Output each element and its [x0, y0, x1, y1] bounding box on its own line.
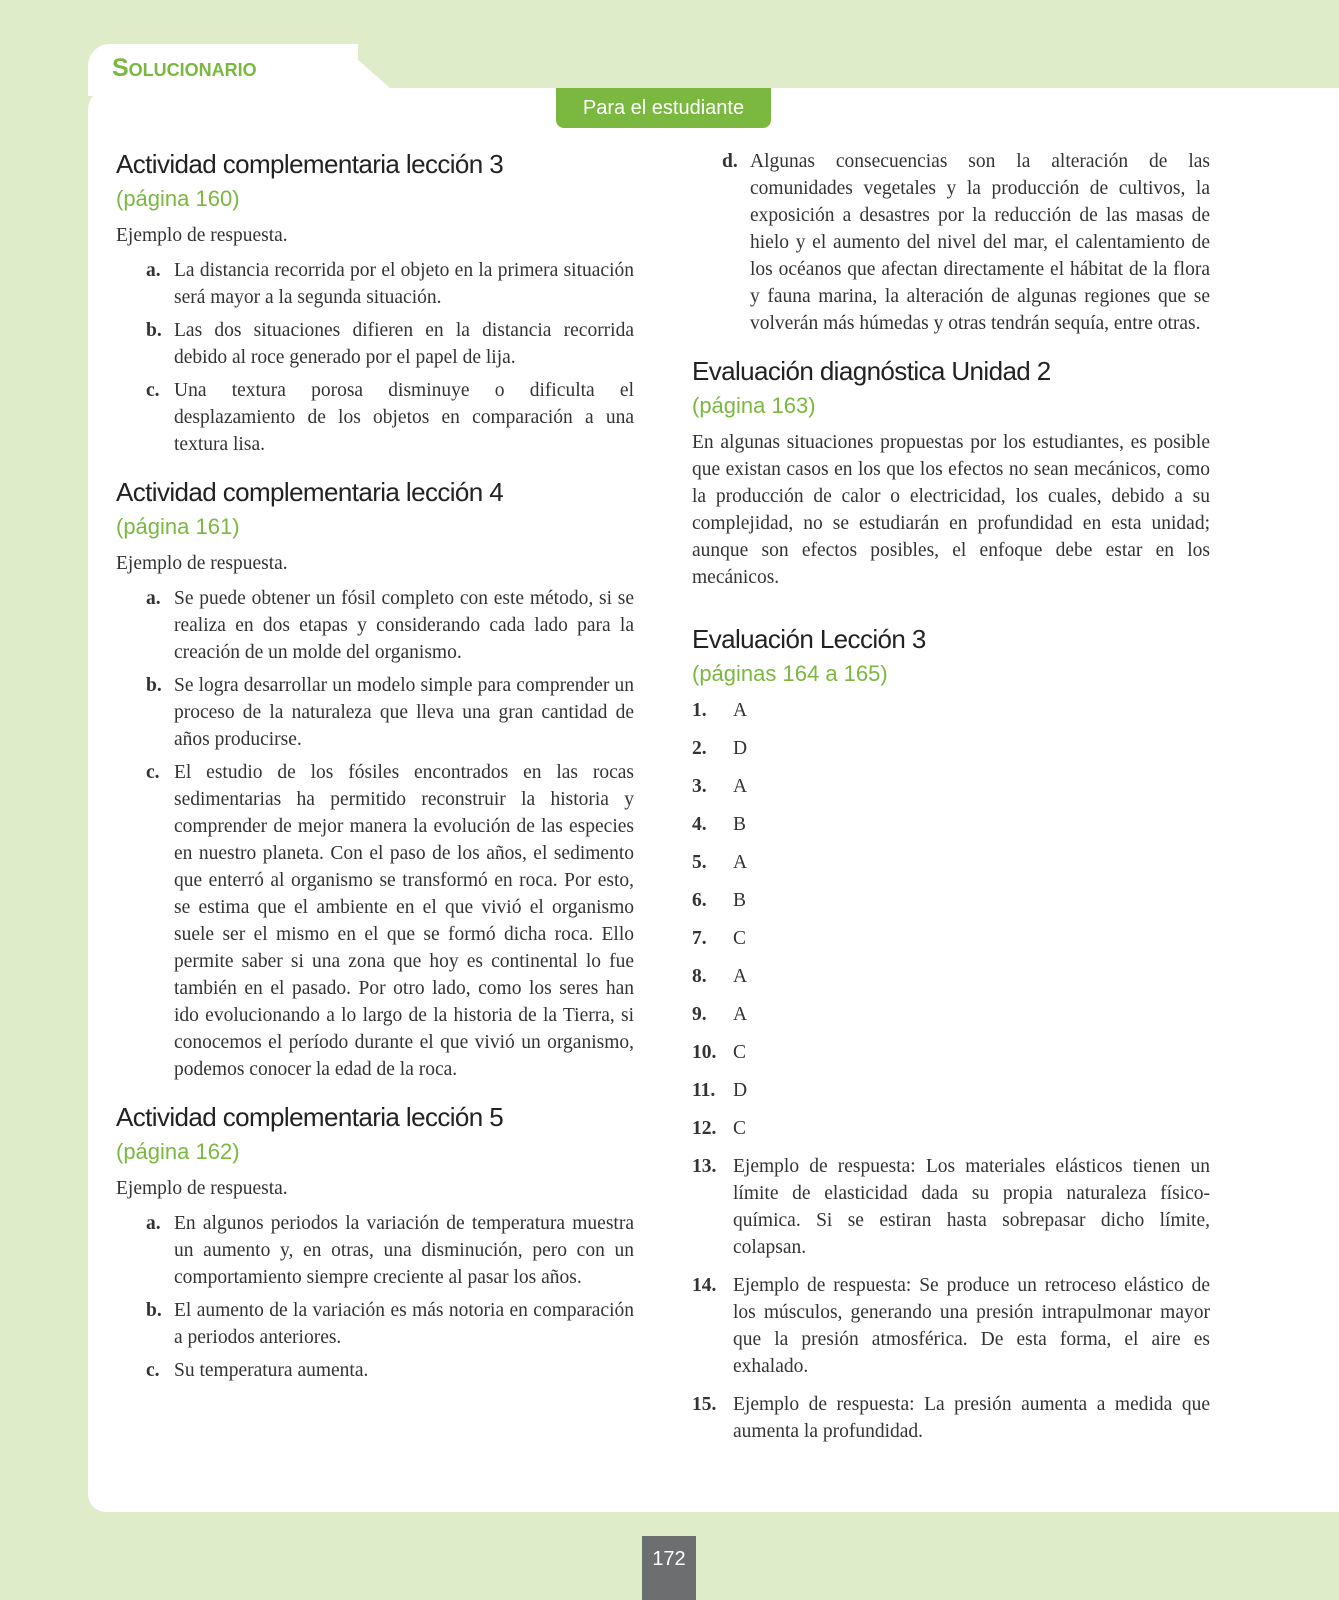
list-item: [146, 377, 634, 458]
answer-number: 5.: [692, 852, 707, 873]
list-item: [692, 697, 1210, 724]
answer-text: A: [733, 966, 748, 987]
item-label: b.: [146, 1300, 162, 1321]
answer-text: C: [733, 1118, 747, 1139]
answer-text: A: [733, 852, 748, 873]
answer-number: 15.: [692, 1394, 717, 1415]
item-label: c.: [146, 762, 160, 783]
section-page-ref: (página 161): [116, 514, 240, 539]
item-label: a.: [146, 588, 161, 609]
list-item: [692, 925, 1210, 952]
list-item: [692, 1115, 1210, 1142]
list-item: [146, 1210, 634, 1291]
item-label: c.: [146, 380, 160, 401]
section-title: Evaluación diagnóstica Unidad 2: [692, 356, 1051, 386]
answer-number: 12.: [692, 1118, 717, 1139]
section-body: En algunas situaciones propuestas por los estudiantes, es posible que existan casos en los que los efectos no sean mecánicos, como la producción de calor o electricidad, los cuales, debido a su complejidad, no se estudiarán en profundidad en esta unidad; aunque son efectos posibles, el enfoque debe estar en los mecánicos.: [692, 432, 1210, 588]
list-item: [146, 317, 634, 371]
section-leccion-3: [116, 148, 634, 458]
section-page-ref: (página 160): [116, 186, 240, 211]
item-label: b.: [146, 320, 162, 341]
answer-text: Ejemplo de respuesta: La presión aumenta a medida que aumenta la profundidad.: [733, 1394, 1210, 1442]
item-label: d.: [722, 151, 738, 172]
list-item: [692, 735, 1210, 762]
answer-number: 6.: [692, 890, 707, 911]
solucionario-title: Solucionario: [112, 54, 257, 82]
answer-number: 11.: [692, 1080, 716, 1101]
answer-number: 4.: [692, 814, 707, 835]
section-title: Actividad complementaria lección 5: [116, 1102, 504, 1132]
answer-text: Ejemplo de respuesta: Se produce un retroceso elástico de los músculos, generando una presión intrapulmonar mayor que la presión atmosférica. De esta forma, el aire es exhalado.: [733, 1275, 1210, 1377]
item-text: En algunos periodos la variación de temperatura muestra un aumento y, en otras, una disminución, pero con un comportamiento siempre creciente al pasar los años.: [174, 1213, 634, 1288]
list-item: [722, 148, 1210, 337]
item-text: Se puede obtener un fósil completo con este método, si se realiza en dos etapas y considerando cada lado para la creación de un molde del organismo.: [174, 588, 634, 663]
section-leccion-5: [116, 1101, 634, 1384]
section-intro: Ejemplo de respuesta.: [116, 553, 288, 574]
page-number: 172: [642, 1536, 696, 1600]
list-item: [692, 887, 1210, 914]
section-title: Evaluación Lección 3: [692, 624, 926, 654]
section-title: Actividad complementaria lección 4: [116, 477, 504, 507]
list-item: [692, 1272, 1210, 1380]
section-page-ref: (página 163): [692, 393, 816, 418]
answer-text: D: [733, 738, 748, 759]
answer-text: D: [733, 1080, 748, 1101]
section-page-ref: (páginas 164 a 165): [692, 661, 888, 686]
answer-number: 3.: [692, 776, 707, 797]
answer-number: 7.: [692, 928, 707, 949]
answer-text: Ejemplo de respuesta: Los materiales elásticos tienen un límite de elasticidad dada su propia naturaleza físico-química. Si se estiran hasta sobrepasar dicho límite, colapsan.: [733, 1156, 1210, 1258]
list-item: [692, 849, 1210, 876]
section-evaluacion: [692, 623, 1210, 1445]
answer-text: C: [733, 1042, 747, 1063]
list-item: [146, 257, 634, 311]
list-item: [146, 759, 634, 1083]
right-column: [692, 148, 1210, 1456]
list-item: [692, 1039, 1210, 1066]
list-item: [692, 773, 1210, 800]
continued-answer-list: [692, 148, 1210, 337]
section-intro: Ejemplo de respuesta.: [116, 1178, 288, 1199]
section-diagnostic: [692, 355, 1210, 591]
answer-text: A: [733, 700, 748, 721]
item-label: b.: [146, 675, 162, 696]
item-text: El estudio de los fósiles encontrados en las rocas sedimentarias ha permitido reconstruir la historia y comprender de mejor manera la evolución de las especies en nuestro planeta. Con el paso de los años, el sedimento que enterró al organismo se transformó en roca. Por esto, se estima que el ambiente en el que vivió el organismo suele ser el mismo en el que se formó dicha roca. Ello permite saber si una zona que hoy es continental lo fue también en el pasado. Por otro lado, como los seres han ido evolucionando a lo largo de la historia de la Tierra, si conocemos el período durante el que vivió un organismo, podemos conocer la edad de la roca.: [174, 762, 634, 1080]
answer-number: 13.: [692, 1156, 717, 1177]
list-item: [692, 1153, 1210, 1261]
item-text: La distancia recorrida por el objeto en la primera situación será mayor a la segunda situación.: [174, 260, 634, 308]
answer-list: [116, 257, 634, 458]
section-page-ref: (página 162): [116, 1139, 240, 1164]
answer-number: 1.: [692, 700, 707, 721]
item-text: Algunas consecuencias son la alteración de las comunidades vegetales y la producción de cultivos, la exposición a desastres por la reducción de las masas de hielo y el aumento del nivel del mar, el calentamiento de los océanos que afectan directamente el hábitat de la flora y fauna marina, la alteración de algunas regiones que se volverán más húmedas y otras tendrán sequía, entre otras.: [750, 151, 1210, 334]
answer-key-list: [692, 697, 1210, 1445]
answer-text: A: [733, 776, 748, 797]
answer-list: [116, 1210, 634, 1384]
list-item: [692, 1001, 1210, 1028]
answer-number: 14.: [692, 1275, 717, 1296]
answer-text: B: [733, 890, 747, 911]
list-item: [692, 1391, 1210, 1445]
answer-number: 8.: [692, 966, 707, 987]
list-item: [146, 672, 634, 753]
section-leccion-4: [116, 476, 634, 1083]
item-text: Se logra desarrollar un modelo simple para comprender un proceso de la naturaleza que lleva una gran cantidad de años producirse.: [174, 675, 634, 750]
item-label: c.: [146, 1360, 160, 1381]
item-text: Su temperatura aumenta.: [174, 1360, 369, 1381]
list-item: [146, 585, 634, 666]
item-text: Una textura porosa disminuye o dificulta el desplazamiento de los objetos en comparación a una textura lisa.: [174, 380, 634, 455]
list-item: [692, 1077, 1210, 1104]
left-column: [116, 148, 634, 1390]
answer-text: A: [733, 1004, 748, 1025]
item-label: a.: [146, 1213, 161, 1234]
section-intro: Ejemplo de respuesta.: [116, 225, 288, 246]
answer-list: [116, 585, 634, 1083]
answer-number: 10.: [692, 1042, 717, 1063]
item-label: a.: [146, 260, 161, 281]
answer-number: 2.: [692, 738, 707, 759]
answer-number: 9.: [692, 1004, 707, 1025]
list-item: [146, 1297, 634, 1351]
header-tab-slope: [340, 44, 390, 88]
list-item: [146, 1357, 634, 1384]
list-item: [692, 963, 1210, 990]
audience-badge: Para el estudiante: [556, 88, 771, 128]
list-item: [692, 811, 1210, 838]
item-text: El aumento de la variación es más notoria en comparación a periodos anteriores.: [174, 1300, 634, 1348]
answer-text: C: [733, 928, 747, 949]
section-title: Actividad complementaria lección 3: [116, 149, 504, 179]
answer-text: B: [733, 814, 747, 835]
item-text: Las dos situaciones difieren en la distancia recorrida debido al roce generado por el papel de lija.: [174, 320, 634, 368]
